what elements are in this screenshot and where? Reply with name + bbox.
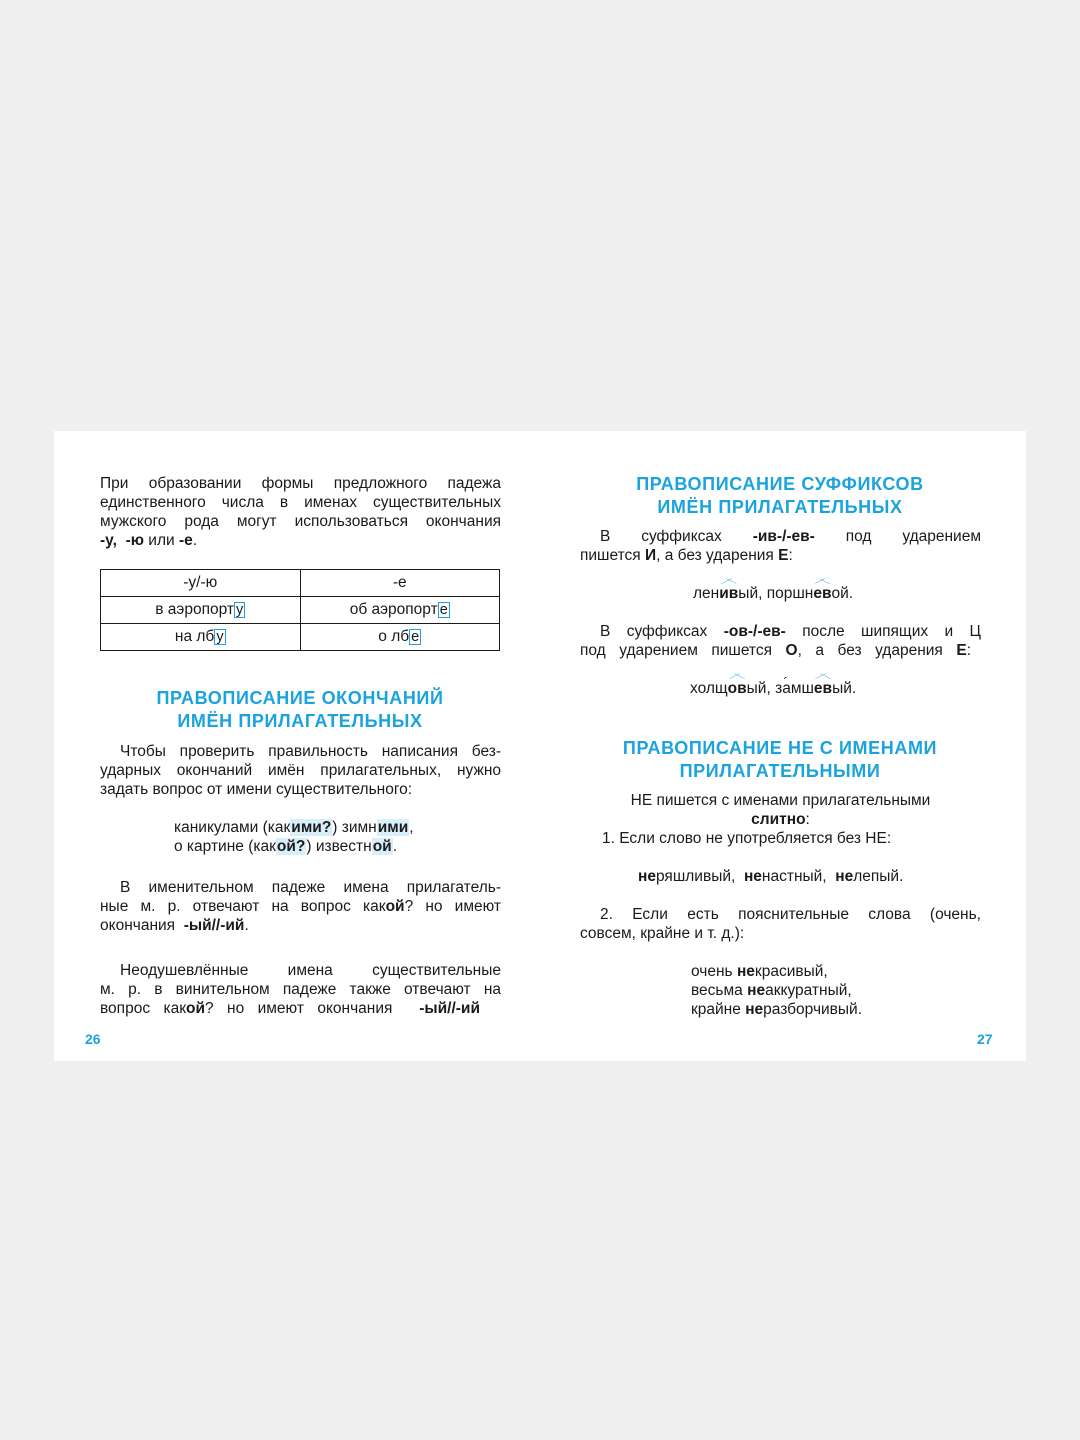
page-number-right: 27 — [977, 1031, 993, 1047]
ending-box: у — [235, 602, 244, 618]
table-row — [101, 570, 500, 597]
s2-line-1: В суффиксах -ов-/-ев- после шипящих и Ц — [600, 623, 982, 640]
ending-table — [100, 569, 500, 651]
table-cell: на лб у — [101, 624, 301, 651]
p3-line-1: Неодушевлённые имена существительные — [120, 962, 501, 979]
intro-line-1: При образовании формы предложного падежа — [100, 475, 501, 492]
page-right — [540, 431, 1026, 1061]
intro-line-2: единственного числа в именах существительных — [100, 494, 501, 511]
ne-example-2-line-2: весьма неаккуратный, — [691, 982, 852, 999]
book-spread — [54, 431, 1026, 1061]
p2-line-1: В именительном падеже имена прилагатель- — [120, 879, 501, 896]
page-number-left: 26 — [85, 1031, 101, 1047]
ne-rule-2-line-2: совсем, крайне и т. д.): — [580, 925, 745, 942]
p2-line-2: ные м. р. отвечают на вопрос какой? но имеют — [100, 898, 501, 915]
heading-adjective-suffixes: ПРАВОПИСАНИЕ СУФФИКСОВ ИМЁН ПРИЛАГАТЕЛЬНЫХ — [636, 474, 924, 517]
ne-rule-line-2: слитно: — [751, 811, 810, 828]
suffix-example-1: ленивый, поршневой. — [693, 585, 854, 602]
p1-line-2: ударных окончаний имён прилагательных, нужно — [100, 762, 501, 779]
ending-box: у — [216, 629, 224, 645]
table-cell: в аэропорт у — [101, 597, 301, 624]
example-1: каникулами (какими?) зимними, — [174, 819, 414, 836]
heading-ne-with-adjectives: ПРАВОПИСАНИЕ НЕ С ИМЕНАМИ ПРИЛАГАТЕЛЬНЫМИ — [622, 738, 938, 781]
table-row — [101, 597, 500, 624]
p1-line-3: задать вопрос от имени существительного: — [100, 781, 413, 798]
p1-line-1: Чтобы проверить правильность написания без- — [120, 743, 501, 760]
ending-box: е — [411, 629, 420, 645]
ne-rule-1: 1. Если слово не употребляется без НЕ: — [602, 830, 892, 847]
intro-line-3: мужского рода могут использоваться окончания — [100, 513, 501, 530]
table-header-cell: -у/-ю — [101, 570, 301, 597]
page-left — [54, 431, 540, 1061]
table-row — [101, 624, 500, 651]
intro-line-4: -у, -ю или -е. — [100, 532, 198, 549]
heading-adjective-endings: ПРАВОПИСАНИЕ ОКОНЧАНИЙ ИМЁН ПРИЛАГАТЕЛЬНЫХ — [156, 688, 444, 731]
ne-rule-line-1: НЕ пишется с именами прилагательными — [630, 792, 931, 809]
example-2: о картине (какой?) известной. — [174, 838, 397, 855]
table-cell: о лб е — [300, 624, 500, 651]
p3-line-2: м. р. в винительном падеже также отвечают на — [100, 981, 501, 998]
ne-example-2-line-3: крайне неразборчивый. — [691, 1001, 863, 1018]
ne-rule-2-line-1: 2. Если есть пояснительные слова (очень, — [600, 906, 981, 923]
s1-line-2: пишется И, а без ударения Е: — [580, 547, 793, 564]
p2-line-3: окончания -ый//-ий. — [100, 917, 249, 934]
s2-line-2: под ударением пишется О, а без ударения Е: — [580, 642, 971, 659]
ne-example-2-line-1: очень некрасивый, — [691, 963, 828, 980]
table-header-cell: -е — [300, 570, 500, 597]
suffix-example-2: холщовый, за ´мшевый. — [690, 679, 856, 698]
ending-box: е — [439, 602, 448, 618]
s1-line-1: В суффиксах -ив-/-ев- под ударением — [600, 528, 981, 545]
p3-line-3: вопрос какой? но имеют окончания -ый//-ий — [100, 1000, 480, 1017]
ne-example-1: неряшливый, ненастный, нелепый. — [638, 868, 904, 885]
table-cell: об аэропорт е — [300, 597, 500, 624]
